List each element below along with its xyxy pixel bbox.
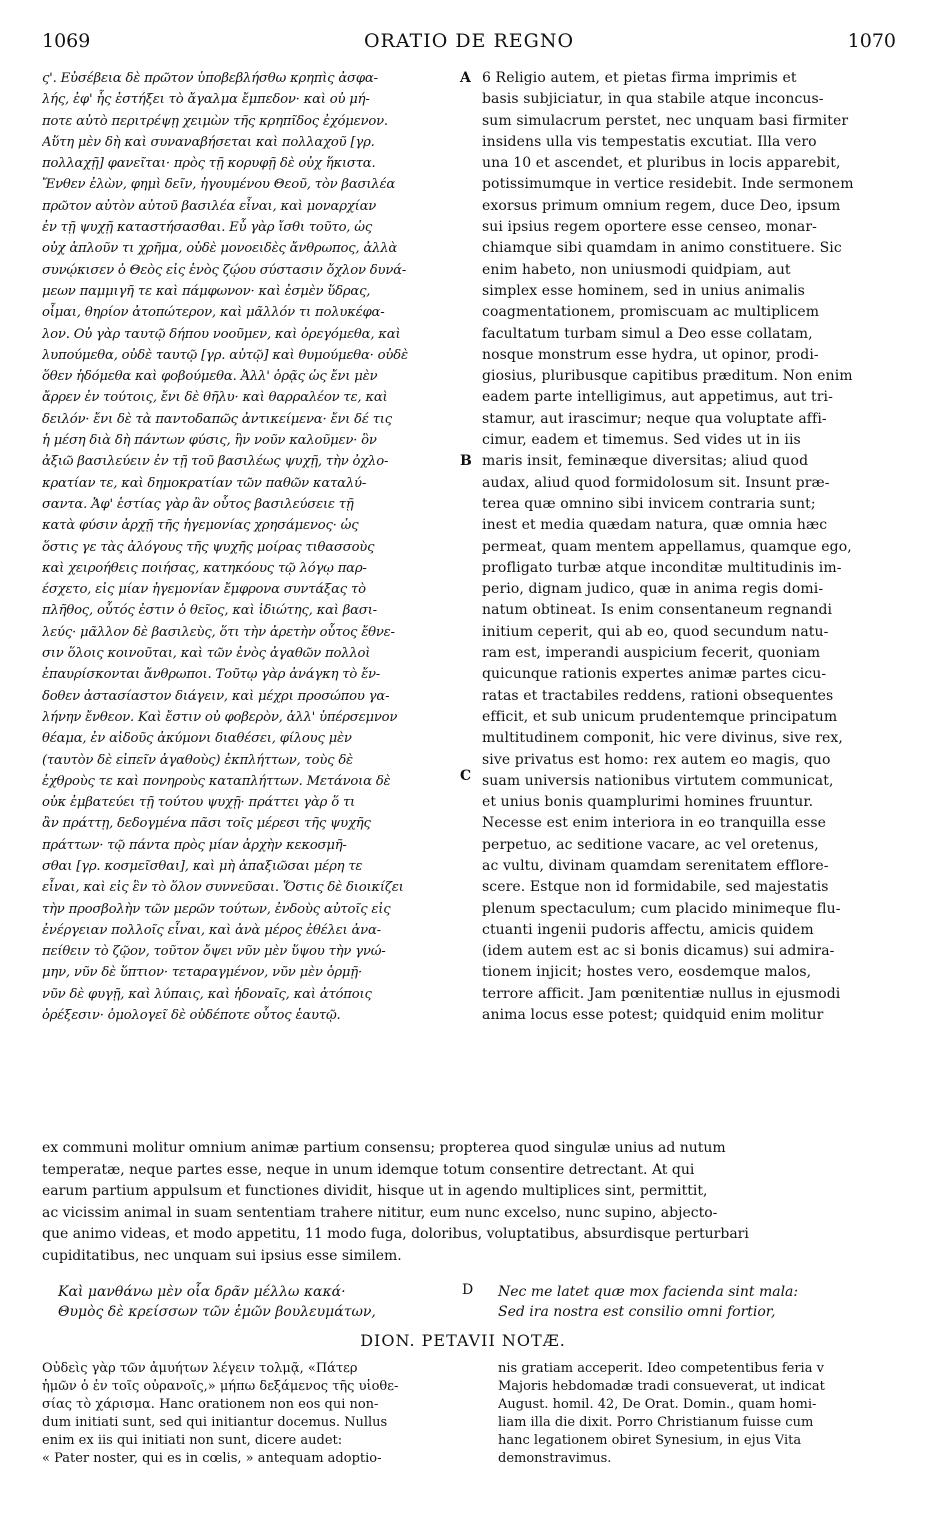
greek-text-line: λεύς· μᾶλλον δὲ βασιλεὺς, ὅτι τὴν ἀρετὴν οὗτος ἔθνε- (42, 624, 395, 640)
greek-text-line: (ταυτὸν δὲ εἰπεῖν ἀγαθοὺς) ἐκπλήττων, τοὺς δὲ (42, 752, 353, 768)
greek-text-line: ἐχθροὺς τε καὶ πονηροὺς καταπλήττων. Μετάνοια δὲ (42, 773, 391, 789)
greek-text-line: λυπούμεθα, οὐδὲ ταυτῷ [γρ. αὐτῷ] καὶ θυμούμεθα· οὐδὲ (42, 347, 408, 363)
greek-text-line: οὐκ ἐμβατεύει τῇ τούτου ψυχῇ· πράττει γὰρ ὅ τι (42, 795, 356, 811)
greek-text-line: ἐν τῇ ψυχῇ καταστήσασθαι. Εὖ γὰρ ἴσθι τοῦτο, ὡς (42, 220, 373, 236)
greek-verse-line: Καὶ μανθάνω μὲν οἷα δρᾶν μέλλω κακά· (58, 1284, 346, 1300)
latin-text-line: insidens ulla vis tempestatis excutiat. Illa vero (482, 133, 817, 150)
greek-text-line: ἀξιῶ βασιλεύειν ἐν τῇ τοῦ βασιλέως ψυχῇ, τὴν ὀχλο- (42, 454, 389, 470)
latin-text-line: terrore afficit. Jam pœnitentiæ nullus in ejusmodi (482, 985, 841, 1002)
latin-text-line: ram est, imperandi auspicium fecerit, quoniam (482, 645, 821, 662)
latin-text-line: eadem parte intelligimus, aut appetimus, aut tri- (482, 389, 833, 406)
note-line: demonstravimus. (498, 1451, 612, 1466)
latin-text-line: natum obtineat. Is enim consentaneum regnandi (482, 602, 833, 619)
greek-text-line: έσχετο, εἰς μίαν ἡγεμονίαν ἔμφρονα συντάξας τὸ (42, 582, 366, 598)
greek-text-line: πολλαχῇ] φανεῖται· πρὸς τῇ κορυφῇ δὲ οὐχ ἥκιστα. (42, 156, 376, 172)
greek-text-line: ὅθεν ἡδόμεθα καὶ φοβούμεθα. Ἀλλ' ὁρᾷς ὡς ἔνι μὲν (42, 369, 378, 385)
note-line: dum initiati sunt, sed qui initiantur docemus. Nullus (42, 1415, 388, 1430)
note-line: ἡμῶν ὁ ἐν τοῖς οὐρανοῖς,» μήπω δεξάμενος τῆς υἱοθε- (42, 1379, 399, 1394)
latin-text-line: sive privatus est homo: rex autem eo magis, quo (482, 751, 831, 768)
page-number-left: 1069 (42, 30, 91, 52)
latin-text-line: ratas et tractabiles reddens, rationi obsequentes (482, 687, 834, 704)
greek-text-line: κρατίαν τε, καὶ δημοκρατίαν τῶν παθῶν καταλύ- (42, 475, 367, 491)
greek-text-line: Ἔνθεν ἐλὼν, φημὶ δεῖν, ἡγουμένου Θεοῦ, τὸν βασιλέα (42, 177, 396, 193)
greek-text-line: πλῆθος, οὗτός ἐστιν ὁ θεῖος, καὶ ἰδιώτης, καὶ βασι- (42, 603, 377, 619)
latin-text-line: quicunque rationis expertes animæ partes cicu- (482, 666, 827, 683)
notes-right-column (498, 1360, 898, 1468)
greek-text-line: συνῴκισεν ὁ Θεὸς εἰς ἑνὸς ζῴου σύστασιν ὄχλον δυνά- (42, 262, 407, 278)
latin-text-line: tionem injicit; hostes vero, eosdemque malos, (482, 964, 812, 981)
latin-text-line: (idem autem est ac si bonis dicamus) sui admira- (482, 943, 835, 960)
greek-text-line: ποτε αὐτὸ περιτρέψῃ χειμὼν τῆς κρηπῖδος ἐχόμενον. (42, 113, 388, 129)
latin-text-line: sum simulacrum perstet, nec unquam basi firmiter (482, 112, 849, 129)
margin-markers (460, 68, 484, 1138)
latin-text-line: giosius, pluribusque capitibus præditum. Non enim (482, 368, 853, 385)
greek-text-line: καὶ χειροήθεις ποιήσας, κατηκόους τῷ λόγῳ παρ- (42, 560, 367, 576)
margin-marker-c: C (460, 768, 472, 784)
latin-text-line: sui ipsius regem oportere esse censeo, monar- (482, 219, 818, 236)
latin-text-line: ac vultu, divinam quamdam serenitatem efflore- (482, 857, 829, 874)
greek-text-line: μην, νῦν δὲ ὕπτιον· τεταραγμένον, νῦν μὲν ὁρμῇ· (42, 965, 362, 981)
latin-text-line: simplex esse hominem, sed in unius animalis (482, 282, 805, 299)
latin-text-line: permeat, quam mentem appellamus, quamque ego, (482, 538, 852, 555)
latin-text-line: audax, aliud quod formidolosum sit. Insunt præ- (482, 474, 830, 491)
note-line: « Pater noster, qui es in cœlis, » antequam adoptio- (42, 1451, 382, 1466)
latin-text-line: perio, dignam judico, quæ in anima regis domi- (482, 581, 824, 598)
greek-text-line: λήνην ἔνθεον. Καὶ ἔστιν οὐ φοβερὸν, ἀλλ' ὑπέρσεμνον (42, 709, 398, 725)
greek-text-line: ἡ μέση διὰ δὴ πάντων φύσις, ἣν νοῦν καλοῦμεν· ὃν (42, 433, 377, 449)
latin-text-line: cimur, eadem et timemus. Sed vides ut in iis (482, 432, 801, 449)
latin-text-line: exorsus primum omnium regem, duce Deo, ipsum (482, 197, 841, 214)
latin-verse-line: Nec me latet quæ mox facienda sint mala: (498, 1284, 799, 1300)
latin-text-line: anima locus esse potest; quidquid enim molitur (482, 1007, 824, 1024)
latin-text-line: Necesse est enim interiora in eo tranquilla esse (482, 815, 827, 832)
greek-text-line: ς'. Εὐσέβεια δὲ πρῶτον ὑποβεβλήσθω κρηπὶς ἀσφα- (42, 71, 378, 86)
latin-text-line: profligato turbæ atque inconditæ multitudinis im- (482, 559, 842, 576)
greek-text-line: οὐχ ἁπλοῦν τι χρῆμα, οὐδὲ μονοειδὲς ἄνθρωπος, ἀλλὰ (42, 241, 398, 257)
page-header (42, 30, 896, 54)
note-line: liam illa die dixit. Porro Christianum fuisse cum (498, 1415, 814, 1430)
note-line: σίας τὸ χάρισμα. Hanc orationem non eos qui non- (42, 1397, 379, 1412)
latin-text-line: maris insit, feminæque diversitas; aliud quod (482, 453, 809, 470)
latin-text-line: una 10 et ascendet, et pluribus in locis apparebit, (482, 155, 841, 172)
greek-text-line: θέαμα, ἐν αἰδοῦς ἀκύμονι διαθέσει, φίλους μὲν (42, 731, 352, 747)
latin-text-line: stamur, aut irascimur; neque qua voluptate affi- (482, 410, 827, 427)
latin-text-line: multitudinem componit, hic vere divinus, sive rex, (482, 730, 843, 747)
latin-text-line: ctuanti ingenii pudoris affectu, amicis quidem (482, 921, 814, 938)
latin-text-line: plenum spectaculum; cum placido minimeque flu- (482, 900, 841, 917)
running-title: ORATIO DE REGNO (363, 30, 575, 52)
greek-text-line: νῦν δὲ φυγῇ, καὶ λύπαις, καὶ ἡδοναῖς, καὶ ἀτόποις (42, 986, 372, 1002)
greek-verse-quote (58, 1282, 438, 1322)
greek-text-line: μεων παμμιγῆ τε καὶ πάμφωνον· καὶ ἐσμὲν ὕδρας, (42, 283, 371, 299)
greek-text-line: σθαι [γρ. κοσμεῖσθαι], καὶ μὴ ἀπαξιῶσαι μέρη τε (42, 858, 363, 874)
greek-text-line: τὴν προσβολὴν τῶν μερῶν τούτων, ἐνδοὺς αὐτοῖς εἰς (42, 901, 391, 917)
full-width-text-line: que animo videas, et modo appetitu, 11 modo fuga, doloribus, voluptatibus, absurdisque perturbari (42, 1226, 749, 1243)
greek-text-line: ἄρρεν ἐν τούτοις, ἔνι δὲ θῆλυ· καὶ θαρραλέον τε, καὶ (42, 390, 388, 406)
greek-text-line: Αὕτη μὲν δὴ καὶ συναναβήσεται καὶ πολλαχοῦ [γρ. (42, 134, 375, 150)
greek-text-line: πείθειν τὸ ζῷον, τοῦτον ὄψει νῦν μὲν ὕψου τὴν γνώ- (42, 944, 386, 960)
notes-title: DION. PETAVII NOTÆ. (360, 1331, 566, 1350)
note-line: August. homil. 42, De Orat. Domin., quam homi- (498, 1397, 817, 1412)
latin-verse-quote (498, 1282, 888, 1322)
latin-text-column (482, 68, 894, 1026)
note-line: Οὐδεὶς γὰρ τῶν ἀμυήτων λέγειν τολμᾷ, «Πάτερ (42, 1361, 358, 1376)
margin-marker-b: B (460, 453, 472, 469)
latin-text-line: chiamque sibi quamdam in animo constituere. Sic (482, 240, 842, 257)
greek-text-line: δοθεν ἀστασίαστον διάγειν, καὶ μέχρι προσώπου γα- (42, 688, 390, 704)
greek-text-column (42, 68, 462, 1026)
latin-text-line: facultatum turbam simul a Deo esse collatam, (482, 325, 813, 342)
note-line: enim ex iis qui initiati non sunt, dicere audet: (42, 1433, 343, 1448)
note-line: hanc legationem obiret Synesium, in ejus Vita (498, 1433, 802, 1448)
latin-text-line: et unius bonis quamplurimi homines fruuntur. (482, 794, 814, 811)
greek-text-line: σιν ὅλοις κοινοῦται, καὶ τῶν ἑνὸς ἀγαθῶν πολλοὶ (42, 646, 371, 662)
greek-text-line: ἐπαυρίσκονται ἄνθρωποι. Τοῦτῳ γὰρ ἀνάγκη τὸ ἔν- (42, 667, 381, 683)
latin-text-line: 6 Religio autem, et pietas firma imprimis et (482, 70, 797, 86)
latin-text-line: terea quæ omnino sibi invicem contraria sunt; (482, 495, 816, 512)
greek-text-line: εἶναι, καὶ εἰς ἓν τὸ ὅλον συννεῦσαι. Ὅστις δὲ διοικίζει (42, 880, 404, 896)
greek-text-line: ὀρέξεσιν· ὁμολογεῖ δὲ οὐδέποτε οὗτος ἑαυτῷ. (42, 1008, 341, 1024)
greek-text-line: λον. Οὐ γὰρ ταυτῷ δήπου νοοῦμεν, καὶ ὀρεγόμεθα, καὶ (42, 326, 401, 342)
latin-text-line: inest et media quædam natura, quæ omnia hæc (482, 517, 828, 534)
latin-text-line: efficit, et sub unicum prudentemque principatum (482, 708, 838, 725)
greek-text-line: λής, ἐφ' ἧς ἑστήξει τὸ ἄγαλμα ἔμπεδον· καὶ οὐ μή- (42, 92, 370, 108)
latin-text-line: basis subjiciatur, in qua stabile atque inconcus- (482, 91, 824, 108)
note-line: Majoris hebdomadæ tradi consueverat, ut indicat (498, 1379, 825, 1394)
greek-text-line: ὅστις γε τὰς ἀλόγους τῆς ψυχῆς μοίρας τιθασσοὺς (42, 539, 375, 555)
greek-text-line: δειλόν· ἔνι δὲ τὰ παντοδαπῶς ἀντικείμενα· ἔνι δέ τις (42, 411, 392, 427)
full-width-text-line: ac vicissim animal in suam sententiam trahere nititur, eum nunc excelso, nunc supino, abjecto- (42, 1204, 718, 1221)
page-number-right: 1070 (847, 30, 896, 52)
latin-text-line: initium ceperit, qui ab eo, quod secundum natu- (482, 623, 829, 640)
notes-left-column (42, 1360, 462, 1468)
greek-text-line: οἶμαι, θηρίον ἀτοπώτερον, καὶ μᾶλλόν τι πολυκέφα- (42, 305, 385, 321)
latin-text-line: potissimumque in vertice residebit. Inde sermonem (482, 176, 854, 193)
latin-text-line: nosque monstrum esse hydra, ut opinor, prodi- (482, 346, 819, 363)
greek-text-line: ἂν πράττῃ, δεδογμένα πᾶσι τοῖς μέρεσι τῆς ψυχῆς (42, 816, 371, 832)
greek-text-line: σαντα. Ἀφ' ἑστίας γὰρ ἂν οὗτος βασιλεύσειε τῇ (42, 496, 354, 512)
full-width-text-line: temperatæ, neque partes esse, neque in unum idemque totum consentire detrectant. At qui (42, 1161, 695, 1178)
greek-text-line: πράττων· τῷ πάντα πρὸς μίαν ἀρχὴν κεκοσμῆ- (42, 837, 347, 853)
greek-text-line: πρῶτον αὐτὸν αὐτοῦ βασιλέα εἶναι, καὶ μοναρχίαν (42, 198, 377, 214)
full-width-latin-text (42, 1138, 894, 1268)
greek-verse-line: Θυμὸς δὲ κρείσσων τῶν ἐμῶν βουλευμάτων, (58, 1304, 376, 1320)
margin-marker-a: A (460, 70, 471, 86)
full-width-text-line: ex communi molitur omnium animæ partium consensu; propterea quod singulæ unius ad nutum (42, 1140, 726, 1156)
full-width-text-line: cupiditatibus, nec unquam sui ipsius esse similem. (42, 1247, 402, 1264)
latin-verse-line: Sed ira nostra est consilio omni fortior, (498, 1304, 776, 1320)
full-width-text-line: earum partium appulsum et functiones dividit, hisque ut in agendo multiplices sint, permittit, (42, 1183, 708, 1200)
greek-text-line: ἐνέργειαν πολλοῖς εἶναι, καὶ ἀνὰ μέρος ἐθέλει ἀνα- (42, 922, 381, 938)
margin-marker-d: D (462, 1282, 474, 1298)
latin-text-line: scere. Estque non id formidabile, sed majestatis (482, 879, 829, 896)
latin-text-line: enim habeto, non uniusmodi quidpiam, aut (482, 261, 791, 278)
latin-text-line: perpetuo, ac seditione vacare, ac vel oretenus, (482, 836, 819, 853)
latin-text-line: coagmentationem, promiscuam ac multiplicem (482, 304, 820, 321)
note-line: nis gratiam acceperit. Ideo competentibus feria v (498, 1361, 824, 1376)
latin-text-line: suam universis nationibus virtutem communicat, (482, 772, 834, 789)
greek-text-line: κατὰ φύσιν ἀρχῇ τῆς ἡγεμονίας χρησάμενος· ὡς (42, 518, 359, 534)
